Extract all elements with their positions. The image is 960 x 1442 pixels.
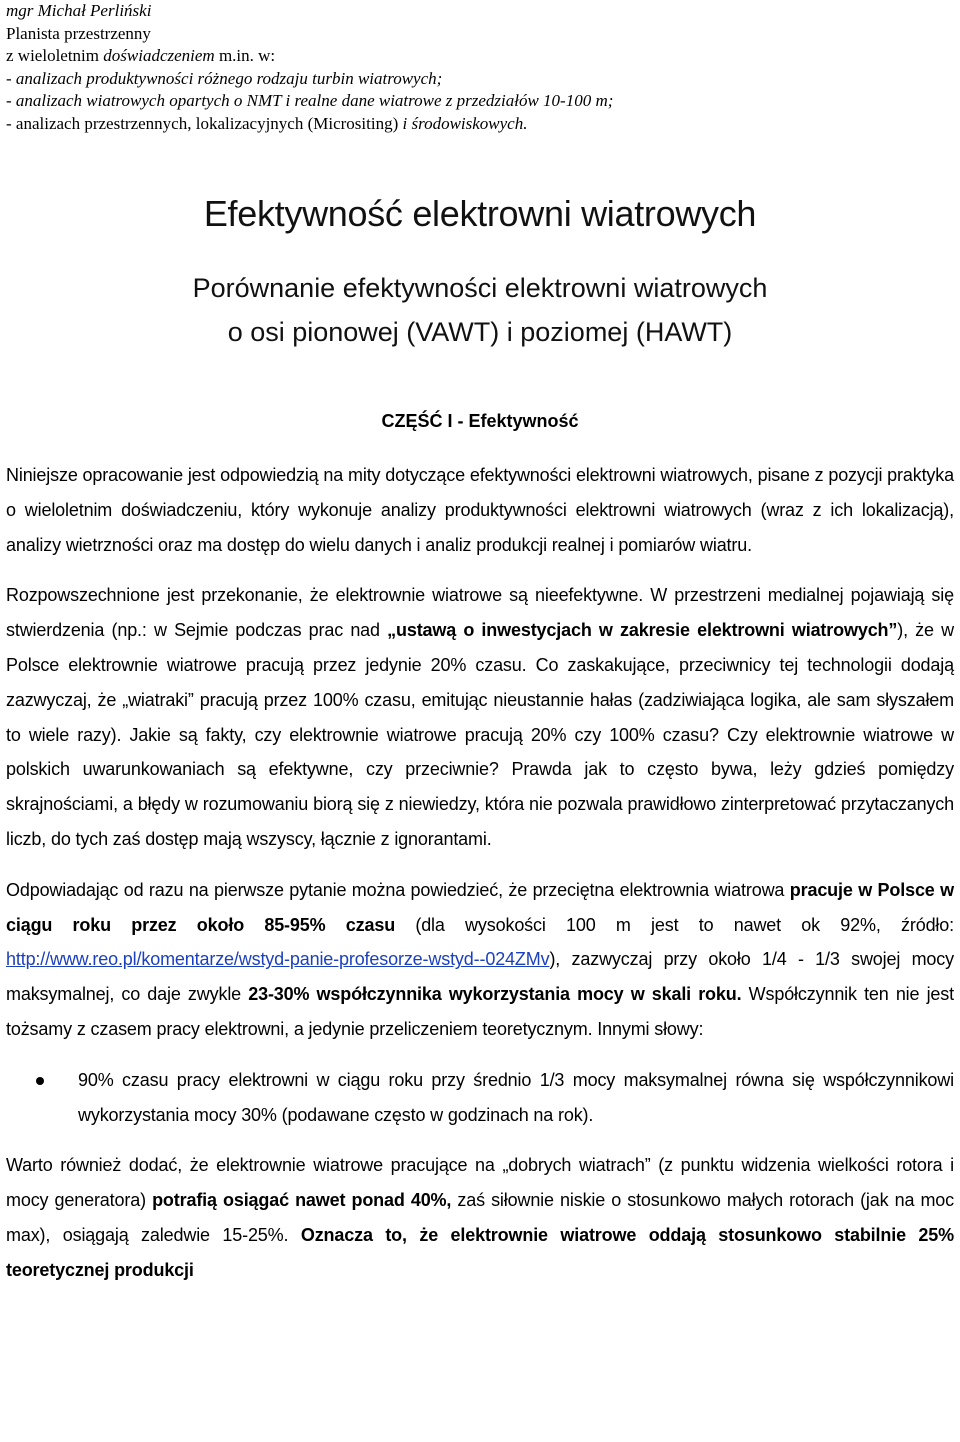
experience-item-italic: i środowiskowych. [402, 113, 528, 133]
part-heading: CZĘŚĆ I - Efektywność [381, 411, 579, 431]
author-header [6, 0, 906, 135]
bullet-list [6, 1063, 954, 1133]
experience-item: - analizach wiatrowych opartych o NMT i realne dane wiatrowe z przedziałów 10-100 m; [6, 91, 614, 110]
experience-prefix: z wieloletnim [6, 46, 104, 65]
paragraph-text: ), zazwyczaj przy około 1/4 - 1/3 swojej mocy maksymalnej, co daje zwykle [6, 949, 954, 1005]
bold-text: potrafią osiągać nawet ponad 40%, [152, 1190, 452, 1211]
experience-item-plain: - analizach przestrzennych, lokalizacyjnych (Micrositing) [6, 113, 403, 133]
document-body [6, 458, 954, 1304]
paragraph-answer [6, 873, 954, 1047]
bold-text: pracuje w Polsce w ciągu roku przez około 85-95% czasu [6, 879, 954, 935]
bold-text: „ustawą o inwestycjach w zakresie elektrowni wiatrowych” [387, 620, 898, 641]
experience-item [6, 113, 906, 136]
paragraph-text: Rozpowszechnione jest przekonanie, że elektrownie wiatrowe są nieefektywne. W przestrzeni medialnej pojawiają się stwierdzenia (np.: w Sejmie podczas prac nad [6, 585, 954, 641]
experience-suffix: m.in. w: [218, 46, 276, 65]
paragraph-text: Warto również dodać, że elektrownie wiatrowe pracujące na „dobrych wiatrach” (z punktu widzenia wielkości rotora i mocy generatora) [6, 1155, 954, 1211]
paragraph-text: ), że w Polsce elektrownie wiatrowe pracują przez jedynie 20% czasu. Co zaskakujące, przeciwnicy tej technologii dodają zazwyczaj, że „wiatraki” pracują przez 100% czasu, emitując nieustannie hałas (zadziwiająca logika, ale sam słyszałem to wiele razy). Jakie są fakty, czy elektrownie wiatrowe pracują 20% czy 100% czasu? Czy elektrownie wiatrowe w polskich uwarunkowaniach są efektywne, czy przeciwnie? Prawda jak to często bywa, leży gdzieś pomiędzy skrajnościami, a błędy w rozumowaniu biorą się z niewiedzy, która nie pozwala prawidłowo zinterpretować przytaczanych liczb, do tych zaś dostęp mają wszyscy, łącznie z ignorantami. [6, 620, 954, 849]
paragraph-text: zaś siłownie niskie o stosunkowo małych rotorach (jak na moc max), osiągają zaledwie 15-25%. [6, 1190, 955, 1245]
list-item [6, 1063, 954, 1133]
bold-text: 23-30% współczynnika wykorzystania mocy w skali roku. [248, 984, 742, 1005]
document-subtitle [0, 266, 960, 354]
subtitle-line: Porównanie efektywności elektrowni wiatrowych [192, 273, 768, 303]
bold-text: Oznacza to, że elektrownie wiatrowe oddają stosunkowo stabilnie 25% teoretycznej produkcji [6, 1224, 954, 1280]
document-title: Efektywność elektrowni wiatrowych [203, 193, 757, 234]
experience-item: - analizach produktywności różnego rodzaju turbin wiatrowych; [6, 68, 443, 88]
paragraph-text: Odpowiadając od razu na pierwsze pytanie można powiedzieć, że przeciętna elektrownia wiatrowa [6, 879, 790, 900]
paragraph-conclusion [6, 1148, 954, 1287]
list-item-text: 90% czasu pracy elektrowni w ciągu roku przy średnio 1/3 mocy maksymalnej równa się współczynnikowi wykorzystania mocy 30% (podawane często w godzinach na rok). [78, 1069, 954, 1125]
author-experience [6, 45, 906, 68]
paragraph-intro: Niniejsze opracowanie jest odpowiedzią na mity dotyczące efektywności elektrowni wiatrowych, pisane z pozycji praktyka o wieloletnim doświadczeniu, który wykonuje analizy produktywności elektrowni wiatrowych (wraz z ich lokalizacją), analizy wietrzności oraz ma dostęp do wielu danych i analiz produkcji realnej i pomiarów wiatru. [6, 465, 954, 555]
subtitle-line: o osi pionowej (VAWT) i poziomej (HAWT) [227, 317, 733, 347]
experience-italic: doświadczeniem [103, 46, 219, 65]
paragraph-myths [6, 578, 954, 856]
paragraph-text: (dla wysokości 100 m jest to nawet ok 92%, źródło: [395, 914, 954, 935]
source-link[interactable]: http://www.reo.pl/komentarze/wstyd-panie-profesorze-wstyd--024ZMv [6, 949, 550, 970]
author-name: mgr Michał Perliński [6, 1, 152, 20]
author-role: Planista przestrzenny [6, 23, 151, 43]
bullet-icon [36, 1077, 44, 1085]
paragraph-text: Współczynnik ten nie jest tożsamy z czasem pracy elektrowni, a jedynie przeliczeniem teoretycznym. Innymi słowy: [6, 984, 954, 1039]
